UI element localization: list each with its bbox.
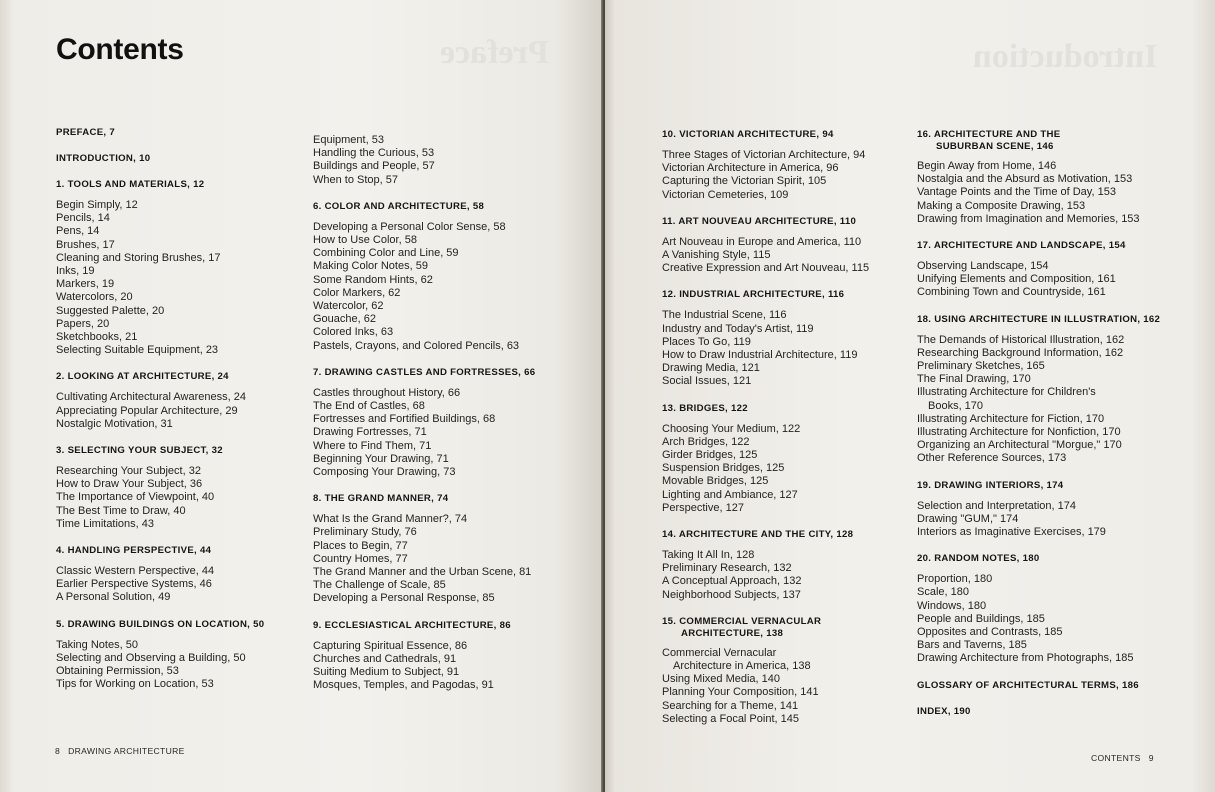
toc-chapter-heading-line: PREFACE, 7 bbox=[56, 127, 115, 138]
toc-chapter-heading-line: 4. HANDLING PERSPECTIVE, 44 bbox=[56, 545, 212, 557]
toc-entry: Observing Landscape, 154 bbox=[917, 260, 1049, 273]
toc-entry: People and Buildings, 185 bbox=[917, 612, 1045, 625]
toc-chapter-heading-line: 8. THE GRAND MANNER, 74 bbox=[313, 493, 449, 505]
toc-chapter-heading bbox=[917, 240, 1187, 252]
toc-section bbox=[917, 706, 1187, 718]
toc-entry: Begin Simply, 12 bbox=[56, 199, 138, 211]
toc-entry: Watercolors, 20 bbox=[56, 291, 133, 304]
toc-entry: Taking Notes, 50 bbox=[56, 638, 138, 651]
toc-chapter-heading bbox=[662, 616, 907, 640]
toc-entry: Illustrating Architecture for Children's bbox=[917, 386, 1096, 399]
toc-column bbox=[917, 129, 1187, 732]
toc-entry: Capturing the Victorian Spirit, 105 bbox=[662, 175, 827, 188]
toc-entry: Windows, 180 bbox=[917, 599, 987, 612]
toc-entry: Handling the Curious, 53 bbox=[313, 147, 435, 160]
toc-entry: Preliminary Sketches, 165 bbox=[917, 360, 1045, 373]
toc-column bbox=[56, 127, 296, 705]
toc-chapter-heading bbox=[313, 367, 588, 379]
toc-chapter-heading-line: 7. DRAWING CASTLES AND FORTRESSES, 66 bbox=[313, 366, 536, 378]
toc-chapter-heading bbox=[662, 216, 907, 228]
toc-chapter-heading-line: 9. ECCLESIASTICAL ARCHITECTURE, 86 bbox=[313, 619, 511, 631]
toc-entry: Developing a Personal Color Sense, 58 bbox=[313, 220, 506, 233]
toc-entry: Some Random Hints, 62 bbox=[313, 273, 433, 286]
toc-entry: The Grand Manner and the Urban Scene, 81 bbox=[313, 566, 532, 579]
page-number: 9 bbox=[1148, 753, 1154, 763]
toc-chapter-heading bbox=[662, 529, 907, 541]
toc-entry: The Challenge of Scale, 85 bbox=[313, 579, 446, 592]
toc-section bbox=[56, 179, 296, 357]
toc-entry: Suiting Medium to Subject, 91 bbox=[313, 666, 460, 679]
toc-entry: Combining Town and Countryside, 161 bbox=[917, 286, 1106, 299]
toc-chapter-heading-line: ARCHITECTURE, 138 bbox=[681, 627, 784, 639]
toc-entry: Victorian Architecture in America, 96 bbox=[662, 162, 839, 175]
toc-entry: Lighting and Ambiance, 127 bbox=[662, 488, 798, 501]
toc-entry: Begin Away from Home, 146 bbox=[917, 160, 1057, 172]
toc-entry: Making a Composite Drawing, 153 bbox=[917, 199, 1086, 212]
show-through-title: Introduction bbox=[973, 38, 1158, 75]
toc-entry: Inks, 19 bbox=[56, 265, 95, 278]
toc-chapter-heading bbox=[56, 127, 296, 139]
toc-chapter-heading bbox=[917, 553, 1187, 565]
toc-entry: Illustrating Architecture for Fiction, 170 bbox=[917, 412, 1105, 425]
toc-entry: Taking It All In, 128 bbox=[662, 549, 755, 562]
toc-chapter-heading bbox=[662, 289, 907, 301]
toc-entry: Interiors as Imaginative Exercises, 179 bbox=[917, 526, 1106, 539]
toc-section bbox=[917, 553, 1187, 665]
toc-entry: Unifying Elements and Composition, 161 bbox=[917, 273, 1116, 286]
toc-entry: Preliminary Study, 76 bbox=[313, 526, 417, 539]
toc-chapter-heading bbox=[313, 620, 588, 632]
toc-section bbox=[662, 216, 907, 276]
toc-section bbox=[56, 545, 296, 605]
toc-chapter-heading-line: INDEX, 190 bbox=[917, 705, 971, 717]
toc-chapter-heading-line: 14. ARCHITECTURE AND THE CITY, 128 bbox=[662, 529, 854, 541]
toc-chapter-heading-line: 15. COMMERCIAL VERNACULAR bbox=[662, 615, 822, 627]
toc-chapter-heading bbox=[917, 706, 1187, 718]
toc-section bbox=[917, 680, 1187, 692]
toc-entry: Drawing Media, 121 bbox=[662, 362, 760, 375]
toc-entry: Opposites and Contrasts, 185 bbox=[917, 626, 1063, 639]
toc-section bbox=[313, 367, 588, 479]
toc-chapter-heading bbox=[56, 619, 296, 631]
toc-entry: Drawing Fortresses, 71 bbox=[313, 426, 427, 439]
toc-chapter-heading-line: 20. RANDOM NOTES, 180 bbox=[917, 553, 1040, 565]
toc-entry: Buildings and People, 57 bbox=[313, 160, 435, 173]
toc-entry: Planning Your Composition, 141 bbox=[662, 686, 819, 699]
toc-entry: Country Homes, 77 bbox=[313, 552, 408, 565]
toc-section bbox=[917, 129, 1187, 226]
toc-entry: Preliminary Research, 132 bbox=[662, 562, 792, 575]
toc-entry: Tips for Working on Location, 53 bbox=[56, 678, 214, 691]
toc-entry: Nostalgic Motivation, 31 bbox=[56, 417, 173, 430]
toc-entry: Brushes, 17 bbox=[56, 238, 115, 251]
toc-entry: Perspective, 127 bbox=[662, 501, 744, 514]
toc-section bbox=[662, 403, 907, 515]
toc-entry: Commercial Vernacular bbox=[662, 646, 777, 659]
toc-chapter-heading bbox=[56, 371, 296, 383]
toc-section bbox=[917, 240, 1187, 300]
toc-entry: Classic Western Perspective, 44 bbox=[56, 565, 215, 578]
toc-entry: Colored Inks, 63 bbox=[313, 326, 394, 339]
toc-chapter-heading bbox=[917, 680, 1187, 692]
toc-section bbox=[313, 493, 588, 605]
running-title: DRAWING ARCHITECTURE bbox=[68, 746, 185, 756]
toc-entry: Creative Expression and Art Nouveau, 115 bbox=[662, 262, 870, 275]
toc-chapter-heading-line: SUBURBAN SCENE, 146 bbox=[936, 141, 1054, 152]
toc-entry: Neighborhood Subjects, 137 bbox=[662, 588, 801, 601]
toc-entry: Suggested Palette, 20 bbox=[56, 304, 165, 317]
toc-entry: Pencils, 14 bbox=[56, 212, 110, 225]
toc-chapter-heading bbox=[917, 480, 1187, 492]
toc-section bbox=[313, 201, 588, 353]
running-title: CONTENTS bbox=[1091, 753, 1141, 763]
toc-section bbox=[917, 314, 1187, 466]
toc-entry: Searching for a Theme, 141 bbox=[662, 699, 799, 712]
toc-entry: Where to Find Them, 71 bbox=[313, 439, 432, 452]
toc-entry: Vantage Points and the Time of Day, 153 bbox=[917, 186, 1116, 199]
toc-entry: Industry and Today's Artist, 119 bbox=[662, 322, 814, 335]
toc-chapter-heading bbox=[56, 153, 296, 165]
toc-chapter-heading-line: 12. INDUSTRIAL ARCHITECTURE, 116 bbox=[662, 289, 845, 301]
toc-entry: The Final Drawing, 170 bbox=[917, 373, 1031, 386]
toc-entry: Making Color Notes, 59 bbox=[313, 260, 428, 273]
toc-entry: Churches and Cathedrals, 91 bbox=[313, 652, 457, 665]
toc-chapter-heading-line: 10. VICTORIAN ARCHITECTURE, 94 bbox=[662, 129, 834, 140]
toc-entry: Places to Begin, 77 bbox=[313, 539, 408, 552]
toc-entry: Gouache, 62 bbox=[313, 313, 376, 326]
toc-entry: Developing a Personal Response, 85 bbox=[313, 592, 495, 605]
page-title: Contents bbox=[56, 33, 184, 66]
toc-section bbox=[662, 529, 907, 602]
toc-entry: The Best Time to Draw, 40 bbox=[56, 504, 186, 517]
toc-entry: Equipment, 53 bbox=[313, 134, 384, 146]
toc-entry: Watercolor, 62 bbox=[313, 300, 384, 313]
toc-entry: A Conceptual Approach, 132 bbox=[662, 575, 802, 588]
right-page bbox=[605, 0, 1215, 792]
toc-entry: Capturing Spiritual Essence, 86 bbox=[313, 639, 468, 652]
toc-entry: Sketchbooks, 21 bbox=[56, 331, 138, 344]
toc-chapter-heading-line: 5. DRAWING BUILDINGS ON LOCATION, 50 bbox=[56, 618, 265, 630]
toc-entry: The Importance of Viewpoint, 40 bbox=[56, 491, 215, 504]
toc-entry: How to Use Color, 58 bbox=[313, 234, 417, 247]
toc-section bbox=[56, 445, 296, 531]
toc-chapter-heading-line: 3. SELECTING YOUR SUBJECT, 32 bbox=[56, 445, 223, 457]
toc-entry: Victorian Cemeteries, 109 bbox=[662, 188, 789, 201]
toc-section bbox=[313, 134, 588, 187]
toc-entry: Organizing an Architectural "Morgue," 170 bbox=[917, 439, 1122, 452]
toc-entry: How to Draw Industrial Architecture, 119 bbox=[662, 349, 858, 362]
toc-entry: Other Reference Sources, 173 bbox=[917, 452, 1067, 465]
toc-entry: Obtaining Permission, 53 bbox=[56, 665, 179, 678]
toc-entry: Markers, 19 bbox=[56, 278, 115, 291]
toc-entry: Using Mixed Media, 140 bbox=[662, 673, 781, 686]
toc-entry: A Vanishing Style, 115 bbox=[662, 249, 771, 262]
toc-entry: Social Issues, 121 bbox=[662, 375, 752, 388]
toc-entry: Drawing Architecture from Photographs, 185 bbox=[917, 652, 1134, 665]
toc-chapter-heading-line: INTRODUCTION, 10 bbox=[56, 153, 151, 164]
toc-entry: Papers, 20 bbox=[56, 317, 110, 330]
page-footer bbox=[1091, 753, 1154, 763]
toc-entry: Drawing from Imagination and Memories, 153 bbox=[917, 212, 1140, 225]
toc-entry: Castles throughout History, 66 bbox=[313, 386, 461, 399]
toc-entry: Drawing "GUM," 174 bbox=[917, 512, 1019, 525]
toc-entry: Fortresses and Fortified Buildings, 68 bbox=[313, 413, 496, 426]
toc-section bbox=[56, 619, 296, 692]
toc-section bbox=[56, 153, 296, 165]
toc-entry: What Is the Grand Manner?, 74 bbox=[313, 513, 468, 526]
toc-entry: Art Nouveau in Europe and America, 110 bbox=[662, 235, 862, 248]
toc-section bbox=[56, 371, 296, 431]
toc-chapter-heading-line: 19. DRAWING INTERIORS, 174 bbox=[917, 479, 1064, 491]
toc-entry: Time Limitations, 43 bbox=[56, 517, 155, 530]
toc-chapter-heading bbox=[662, 129, 907, 141]
toc-entry: Color Markers, 62 bbox=[313, 286, 401, 299]
toc-entry: Selecting a Focal Point, 145 bbox=[662, 712, 799, 725]
toc-entry: Cultivating Architectural Awareness, 24 bbox=[56, 391, 246, 404]
toc-entry: Choosing Your Medium, 122 bbox=[662, 422, 801, 435]
toc-entry: Movable Bridges, 125 bbox=[662, 475, 769, 488]
toc-chapter-heading bbox=[313, 493, 588, 505]
toc-entry: Pens, 14 bbox=[56, 225, 100, 238]
toc-chapter-heading bbox=[313, 201, 588, 213]
toc-chapter-heading-line: 6. COLOR AND ARCHITECTURE, 58 bbox=[313, 200, 485, 212]
page-footer bbox=[55, 746, 185, 756]
toc-entry: Nostalgia and the Absurd as Motivation, 153 bbox=[917, 173, 1133, 186]
toc-section bbox=[662, 289, 907, 388]
toc-chapter-heading bbox=[56, 445, 296, 457]
toc-section bbox=[662, 616, 907, 726]
toc-entry: Selecting Suitable Equipment, 23 bbox=[56, 344, 219, 357]
toc-entry: Architecture in America, 138 bbox=[673, 660, 811, 673]
toc-section bbox=[662, 129, 907, 202]
toc-entry: Cleaning and Storing Brushes, 17 bbox=[56, 251, 221, 264]
toc-entry: Researching Background Information, 162 bbox=[917, 346, 1124, 359]
toc-entry: Bars and Taverns, 185 bbox=[917, 639, 1027, 652]
toc-entry: Researching Your Subject, 32 bbox=[56, 465, 201, 478]
left-page bbox=[0, 0, 603, 792]
toc-section bbox=[56, 127, 296, 139]
toc-column bbox=[313, 134, 588, 707]
toc-chapter-heading-line: 11. ART NOUVEAU ARCHITECTURE, 110 bbox=[662, 215, 857, 227]
toc-entry: When to Stop, 57 bbox=[313, 173, 398, 186]
toc-entry: Combining Color and Line, 59 bbox=[313, 247, 459, 260]
toc-entry: Books, 170 bbox=[928, 399, 984, 412]
toc-entry: Beginning Your Drawing, 71 bbox=[313, 452, 449, 465]
toc-chapter-heading bbox=[917, 314, 1187, 326]
toc-entry: The Demands of Historical Illustration, 162 bbox=[917, 333, 1125, 346]
toc-chapter-heading bbox=[917, 129, 1187, 153]
show-through-title: Preface bbox=[440, 34, 549, 71]
page-number: 8 bbox=[55, 746, 61, 756]
toc-entry: Earlier Perspective Systems, 46 bbox=[56, 578, 212, 591]
toc-chapter-heading-line: 16. ARCHITECTURE AND THE bbox=[917, 129, 1061, 140]
toc-chapter-heading-line: 1. TOOLS AND MATERIALS, 12 bbox=[56, 179, 205, 190]
toc-entry: Appreciating Popular Architecture, 29 bbox=[56, 404, 238, 417]
toc-column bbox=[662, 129, 907, 740]
toc-chapter-heading-line: 18. USING ARCHITECTURE IN ILLUSTRATION, 162 bbox=[917, 313, 1161, 325]
toc-entry: How to Draw Your Subject, 36 bbox=[56, 478, 203, 491]
toc-entry: A Personal Solution, 49 bbox=[56, 591, 171, 604]
toc-entry: Scale, 180 bbox=[917, 586, 969, 599]
toc-entry: Arch Bridges, 122 bbox=[662, 435, 750, 448]
toc-entry: Places To Go, 119 bbox=[662, 335, 751, 348]
toc-entry: Suspension Bridges, 125 bbox=[662, 462, 785, 475]
toc-entry: Girder Bridges, 125 bbox=[662, 449, 758, 462]
toc-chapter-heading-line: 2. LOOKING AT ARCHITECTURE, 24 bbox=[56, 371, 229, 383]
toc-chapter-heading-line: 17. ARCHITECTURE AND LANDSCAPE, 154 bbox=[917, 240, 1126, 252]
toc-entry: Selecting and Observing a Building, 50 bbox=[56, 651, 246, 664]
toc-entry: Illustrating Architecture for Nonfiction, 170 bbox=[917, 426, 1121, 439]
toc-chapter-heading bbox=[662, 403, 907, 415]
toc-section bbox=[313, 620, 588, 693]
toc-entry: Composing Your Drawing, 73 bbox=[313, 466, 456, 479]
toc-chapter-heading bbox=[56, 545, 296, 557]
toc-chapter-heading-line: GLOSSARY OF ARCHITECTURAL TERMS, 186 bbox=[917, 679, 1139, 691]
toc-chapter-heading bbox=[56, 179, 296, 191]
toc-entry: The Industrial Scene, 116 bbox=[662, 309, 787, 322]
toc-chapter-heading-line: 13. BRIDGES, 122 bbox=[662, 402, 748, 414]
toc-entry: Pastels, Crayons, and Colored Pencils, 63 bbox=[313, 339, 520, 352]
toc-section bbox=[917, 480, 1187, 540]
toc-entry: Proportion, 180 bbox=[917, 573, 993, 586]
toc-entry: Selection and Interpretation, 174 bbox=[917, 499, 1077, 512]
toc-entry: Mosques, Temples, and Pagodas, 91 bbox=[313, 679, 494, 692]
toc-entry: Three Stages of Victorian Architecture, 94 bbox=[662, 149, 866, 161]
toc-entry: The End of Castles, 68 bbox=[313, 400, 425, 413]
